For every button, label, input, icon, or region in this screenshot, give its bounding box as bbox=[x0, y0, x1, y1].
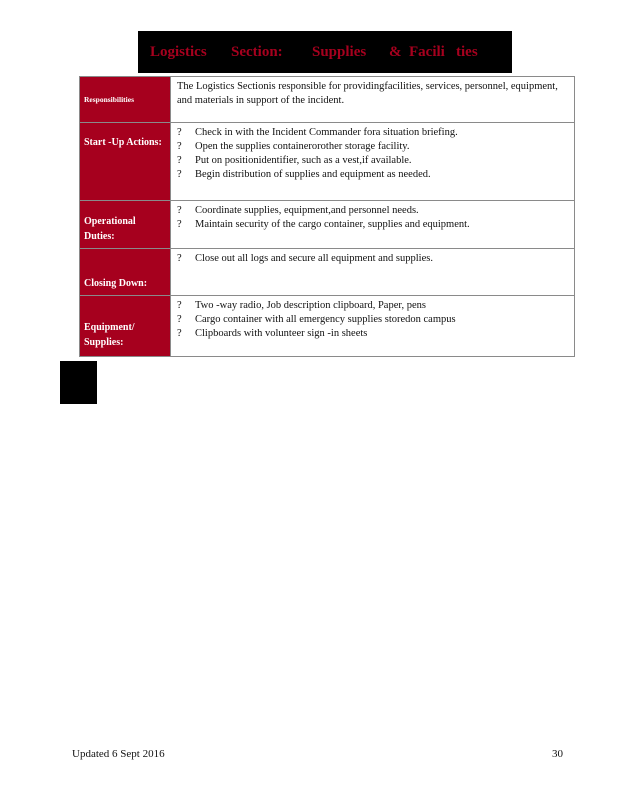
bullet-mark: ? bbox=[177, 155, 182, 166]
list-item-text: Clipboards with volunteer sign -in sheets bbox=[195, 328, 368, 339]
bullet-mark: ? bbox=[177, 205, 182, 216]
title-word: & bbox=[389, 43, 402, 60]
title-word: Logistics bbox=[150, 43, 207, 60]
row-label: Operational Duties: bbox=[80, 201, 170, 248]
list-item bbox=[177, 154, 568, 168]
row-label: Responsibilities bbox=[80, 77, 170, 122]
row-content bbox=[170, 123, 574, 200]
list-item bbox=[177, 299, 568, 313]
list-item bbox=[177, 140, 568, 154]
list-item bbox=[177, 218, 568, 232]
row-label: Closing Down: bbox=[80, 249, 170, 295]
table-row bbox=[80, 200, 574, 248]
list-item-text: Two -way radio, Job description clipboard, Paper, pens bbox=[195, 300, 426, 311]
list-item-text: Maintain security of the cargo container, supplies and equipment. bbox=[195, 219, 470, 230]
bullet-mark: ? bbox=[177, 169, 182, 180]
list-item-text: Cargo container with all emergency supplies storedon campus bbox=[195, 314, 456, 325]
bullet-mark: ? bbox=[177, 127, 182, 138]
bullet-mark: ? bbox=[177, 253, 182, 264]
row-content bbox=[170, 77, 574, 122]
table-row bbox=[80, 122, 574, 200]
list-item-text: Begin distribution of supplies and equipment as needed. bbox=[195, 169, 431, 180]
list-item bbox=[177, 327, 568, 341]
table-row bbox=[80, 248, 574, 295]
title-word: Supplies bbox=[312, 43, 367, 60]
list-item bbox=[177, 126, 568, 140]
table-row bbox=[80, 295, 574, 356]
list-item bbox=[177, 252, 568, 266]
list-item-text: Close out all logs and secure all equipment and supplies. bbox=[195, 253, 433, 264]
row-label: Start -Up Actions: bbox=[80, 123, 170, 200]
list-item-text: Open the supplies containerorother storage facility. bbox=[195, 141, 410, 152]
bullet-mark: ? bbox=[177, 300, 182, 311]
row-content bbox=[170, 249, 574, 295]
bullet-mark: ? bbox=[177, 328, 182, 339]
footer-updated: Updated 6 Sept 2016 bbox=[72, 748, 165, 760]
list-item-text: Put on positionidentifier, such as a vest,if available. bbox=[195, 155, 412, 166]
list-item bbox=[177, 204, 568, 218]
responsibilities-table bbox=[79, 76, 575, 357]
row-content bbox=[170, 201, 574, 248]
list-item-text: Coordinate supplies, equipment,and personnel needs. bbox=[195, 205, 419, 216]
title-word: ties bbox=[456, 43, 478, 60]
section-title-bar bbox=[138, 31, 512, 73]
row-text: The Logistics Sectionis responsible for providingfacilities, services, personnel, equipment, and materials in support of the incident. bbox=[177, 81, 558, 106]
footer-page-number: 30 bbox=[552, 748, 563, 760]
table-row bbox=[80, 77, 574, 122]
title-word: Facili bbox=[409, 43, 445, 60]
list-item bbox=[177, 168, 568, 182]
bullet-mark: ? bbox=[177, 219, 182, 230]
bullet-mark: ? bbox=[177, 141, 182, 152]
black-square-graphic bbox=[60, 361, 97, 404]
row-content bbox=[170, 296, 574, 356]
title-word: Section: bbox=[231, 43, 283, 60]
list-item bbox=[177, 313, 568, 327]
bullet-mark: ? bbox=[177, 314, 182, 325]
row-label: Equipment/ Supplies: bbox=[80, 296, 170, 356]
list-item-text: Check in with the Incident Commander fora situation briefing. bbox=[195, 127, 458, 138]
